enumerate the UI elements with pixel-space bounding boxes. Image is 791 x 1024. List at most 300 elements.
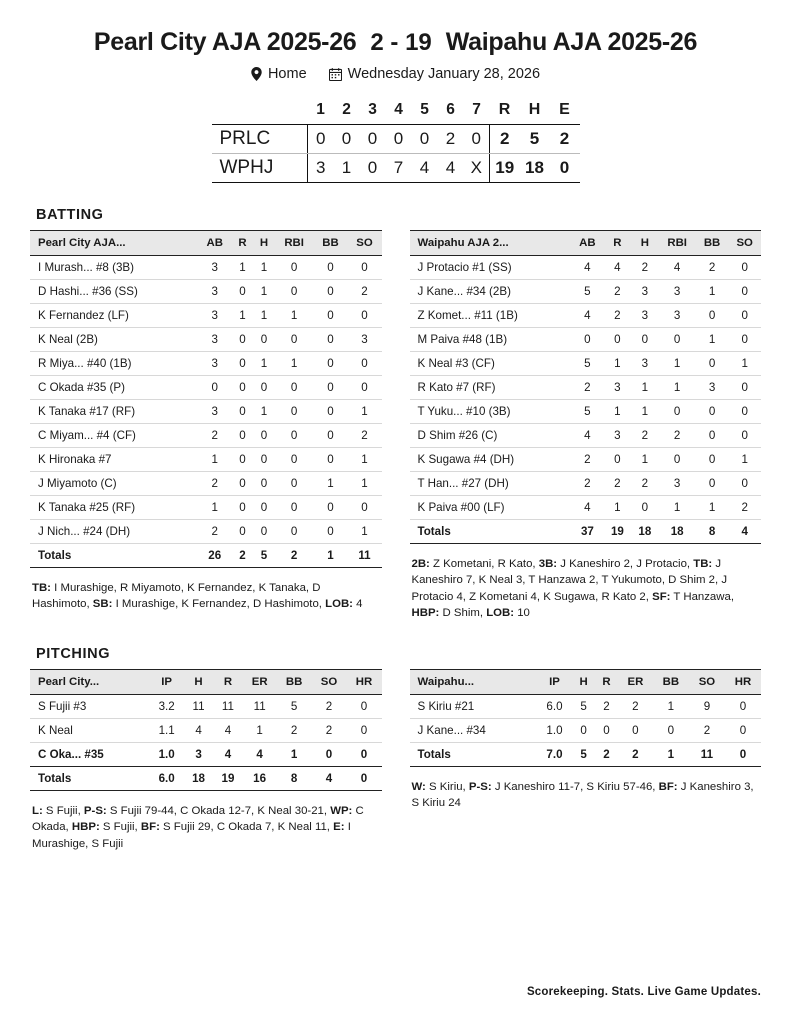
table-header-row <box>410 230 762 255</box>
stat-so: 2 <box>728 495 761 519</box>
stat-r: 0 <box>232 279 254 303</box>
stat-h: 0 <box>253 447 275 471</box>
stat-bb: 0 <box>696 447 729 471</box>
stat-ab: 5 <box>571 399 604 423</box>
stat-er: 2 <box>618 694 653 718</box>
pitching-home-table <box>410 669 762 767</box>
home-team-name: Waipahu AJA 2025-26 <box>445 28 698 56</box>
col-header-rbi: RBI <box>659 230 696 255</box>
stat-h: 0 <box>572 718 595 742</box>
stat-ab: 0 <box>571 327 604 351</box>
linescore-header-r: R <box>498 100 511 118</box>
totals-label: Totals <box>410 519 572 543</box>
stat-h: 1 <box>253 351 275 375</box>
stat-r: 0 <box>232 399 254 423</box>
player-name: K Fernandez (LF) <box>30 303 198 327</box>
stat-so: 0 <box>728 375 761 399</box>
pitcher-name: S Kiriu #21 <box>410 694 537 718</box>
stat-ab: 4 <box>571 495 604 519</box>
batting-away-column <box>30 230 382 622</box>
stat-so: 1 <box>728 351 761 375</box>
linescore-e-cell: 2 <box>550 124 580 153</box>
stat-r: 4 <box>213 718 242 742</box>
stat-h: 0 <box>631 495 658 519</box>
table-header-row <box>30 230 382 255</box>
linescore-table <box>212 96 580 183</box>
pitching-away-team-header: Pearl City... <box>30 669 149 694</box>
stat-ab: 1 <box>198 495 232 519</box>
stat-so: 0 <box>728 471 761 495</box>
col-header-bb: BB <box>653 669 689 694</box>
col-header-er: ER <box>243 669 277 694</box>
inning-header-3: 3 <box>368 100 377 118</box>
total-h: 5 <box>253 543 275 567</box>
stat-so: 0 <box>728 327 761 351</box>
stat-so: 1 <box>347 471 381 495</box>
stat-r: 0 <box>604 447 631 471</box>
stat-so: 0 <box>312 742 347 766</box>
pitching-home-team-header: Waipahu... <box>410 669 537 694</box>
stat-rbi: 4 <box>659 255 696 279</box>
total-hr: 0 <box>725 742 761 766</box>
stat-rbi: 0 <box>275 255 314 279</box>
totals-label: Totals <box>30 543 198 567</box>
stat-ip: 1.0 <box>149 742 183 766</box>
table-row <box>410 495 762 519</box>
linescore-inning-cell: 0 <box>308 124 334 153</box>
stat-h: 1 <box>253 303 275 327</box>
total-r: 2 <box>595 742 618 766</box>
col-header-bb: BB <box>696 230 729 255</box>
stat-ip: 1.0 <box>537 718 572 742</box>
inning-header-2: 2 <box>342 100 351 118</box>
total-bb: 1 <box>314 543 348 567</box>
stat-rbi: 1 <box>659 375 696 399</box>
stat-rbi: 0 <box>275 399 314 423</box>
pitching-home-column <box>410 669 762 853</box>
stat-bb: 0 <box>696 351 729 375</box>
stat-so: 3 <box>347 327 381 351</box>
player-name: D Shim #26 (C) <box>410 423 572 447</box>
total-so: 4 <box>728 519 761 543</box>
table-row <box>30 495 382 519</box>
stat-ab: 2 <box>198 519 232 543</box>
linescore-team-abbr: WPHJ <box>212 153 308 182</box>
total-ip: 6.0 <box>149 766 183 790</box>
stat-h: 0 <box>253 495 275 519</box>
total-bb: 1 <box>653 742 689 766</box>
col-header-h: H <box>184 669 213 694</box>
table-row <box>410 423 762 447</box>
totals-row <box>30 543 382 567</box>
stat-h: 1 <box>631 375 658 399</box>
linescore-inning-cell: 4 <box>412 153 438 182</box>
table-row <box>410 279 762 303</box>
stat-rbi: 3 <box>659 279 696 303</box>
stat-bb: 1 <box>314 471 348 495</box>
inning-header-4: 4 <box>394 100 403 118</box>
stat-r: 2 <box>604 303 631 327</box>
table-row <box>30 423 382 447</box>
stat-h: 2 <box>631 471 658 495</box>
stat-ab: 2 <box>571 375 604 399</box>
table-row <box>30 255 382 279</box>
stat-h: 1 <box>253 255 275 279</box>
location-label: Home <box>267 66 307 82</box>
stat-ab: 5 <box>571 351 604 375</box>
stat-so: 0 <box>347 351 381 375</box>
stat-so: 0 <box>347 375 381 399</box>
stat-bb: 0 <box>696 303 729 327</box>
stat-r: 0 <box>232 375 254 399</box>
col-header-hr: HR <box>725 669 761 694</box>
stat-er: 1 <box>243 718 277 742</box>
stat-r: 1 <box>232 255 254 279</box>
stat-bb: 0 <box>653 718 689 742</box>
stat-ab: 4 <box>571 423 604 447</box>
footer-tagline: Scorekeeping. Stats. Live Game Updates. <box>526 986 761 998</box>
stat-h: 2 <box>631 255 658 279</box>
game-meta <box>30 66 761 82</box>
stat-ip: 3.2 <box>149 694 183 718</box>
linescore-team-abbr: PRLC <box>212 124 308 153</box>
col-header-ip: IP <box>149 669 183 694</box>
stat-h: 0 <box>253 375 275 399</box>
stat-r: 1 <box>604 495 631 519</box>
total-ab: 26 <box>198 543 232 567</box>
total-ab: 37 <box>571 519 604 543</box>
col-header-r: R <box>213 669 242 694</box>
player-name: J Protacio #1 (SS) <box>410 255 572 279</box>
total-r: 2 <box>232 543 254 567</box>
stat-ab: 2 <box>198 471 232 495</box>
stat-hr: 0 <box>725 718 761 742</box>
linescore-header-h: H <box>528 100 541 118</box>
stat-so: 0 <box>728 279 761 303</box>
stat-bb: 0 <box>314 399 348 423</box>
stat-r: 0 <box>232 519 254 543</box>
pitcher-name: K Neal <box>30 718 149 742</box>
stat-h: 1 <box>253 399 275 423</box>
linescore-team-header <box>212 96 308 124</box>
stat-bb: 0 <box>314 279 348 303</box>
stat-so: 0 <box>728 303 761 327</box>
batting-home-body <box>410 255 762 543</box>
stat-r: 2 <box>595 694 618 718</box>
stat-r: 1 <box>604 351 631 375</box>
pitcher-name: C Oka... #35 <box>30 742 149 766</box>
stat-bb: 3 <box>696 375 729 399</box>
linescore-inning-cell: 2 <box>438 124 464 153</box>
inning-header-5: 5 <box>420 100 429 118</box>
stat-h: 5 <box>572 694 595 718</box>
col-header-ab: AB <box>571 230 604 255</box>
col-header-so: SO <box>312 669 347 694</box>
linescore-row <box>212 124 580 153</box>
total-r: 19 <box>213 766 242 790</box>
linescore-container <box>30 96 761 183</box>
stat-bb: 0 <box>696 423 729 447</box>
pitching-home-body <box>410 694 762 766</box>
col-header-so: SO <box>347 230 381 255</box>
batting-columns <box>30 230 761 622</box>
total-rbi: 18 <box>659 519 696 543</box>
stat-so: 2 <box>312 718 347 742</box>
linescore-body <box>212 124 580 182</box>
linescore-header-row <box>212 96 580 124</box>
stat-h: 0 <box>253 471 275 495</box>
player-name: J Nich... #24 (DH) <box>30 519 198 543</box>
calendar-icon <box>329 68 342 81</box>
stat-ab: 2 <box>571 447 604 471</box>
batting-home-notes: 2B: Z Kometani, R Kato, 3B: J Kaneshiro 2, J Protacio, TB: J Kaneshiro 7, K Neal 3, T Hanzawa 2, T Yukumoto, D Shim 2, J Protacio 4, Z Kometani 4, K Sugawa, R Kato 2, SF: T Hanzawa, HBP: D Shim, LOB: 10 <box>411 557 734 620</box>
stat-rbi: 0 <box>275 375 314 399</box>
player-name: D Hashi... #36 (SS) <box>30 279 198 303</box>
col-header-er: ER <box>618 669 653 694</box>
table-row <box>410 447 762 471</box>
table-row <box>410 303 762 327</box>
table-header-row <box>410 669 762 694</box>
stat-rbi: 0 <box>275 423 314 447</box>
table-row <box>30 327 382 351</box>
stat-ip: 1.1 <box>149 718 183 742</box>
date-label: Wednesday January 28, 2026 <box>347 66 541 82</box>
stat-so: 0 <box>347 255 381 279</box>
stat-rbi: 0 <box>275 447 314 471</box>
stat-ab: 3 <box>198 327 232 351</box>
stat-bb: 2 <box>277 718 312 742</box>
stat-bb: 0 <box>314 519 348 543</box>
inning-header-1: 1 <box>316 100 325 118</box>
pitcher-name: S Fujii #3 <box>30 694 149 718</box>
linescore-inning-cell: 0 <box>360 153 386 182</box>
stat-rbi: 0 <box>275 519 314 543</box>
linescore-r-cell: 2 <box>490 124 520 153</box>
game-title <box>30 28 761 57</box>
batting-away-notes: TB: I Murashige, R Miyamoto, K Fernandez, K Tanaka, D Hashimoto, SB: I Murashige, K Fernandez, D Hashimoto, LOB: 4 <box>32 581 363 611</box>
player-name: K Neal (2B) <box>30 327 198 351</box>
stat-ab: 4 <box>571 303 604 327</box>
linescore-inning-cell: 0 <box>464 124 490 153</box>
stat-r: 3 <box>604 375 631 399</box>
stat-bb: 1 <box>696 279 729 303</box>
player-name: K Tanaka #17 (RF) <box>30 399 198 423</box>
linescore-inning-cell: 0 <box>386 124 412 153</box>
stat-bb: 0 <box>314 351 348 375</box>
total-rbi: 2 <box>275 543 314 567</box>
pitcher-name: J Kane... #34 <box>410 718 537 742</box>
stat-rbi: 1 <box>659 351 696 375</box>
table-row <box>30 471 382 495</box>
stat-r: 0 <box>595 718 618 742</box>
stat-bb: 2 <box>696 255 729 279</box>
player-name: C Okada #35 (P) <box>30 375 198 399</box>
col-header-h: H <box>253 230 275 255</box>
table-header-row <box>30 669 382 694</box>
stat-bb: 0 <box>696 399 729 423</box>
stat-ab: 3 <box>198 399 232 423</box>
col-header-ip: IP <box>537 669 572 694</box>
stat-bb: 0 <box>314 303 348 327</box>
stat-bb: 0 <box>696 471 729 495</box>
linescore-inning-cell: 7 <box>386 153 412 182</box>
stat-so: 2 <box>347 423 381 447</box>
player-name: K Neal #3 (CF) <box>410 351 572 375</box>
col-header-h: H <box>631 230 658 255</box>
player-name: J Miyamoto (C) <box>30 471 198 495</box>
stat-h: 3 <box>631 351 658 375</box>
away-team-name: Pearl City AJA 2025-26 <box>93 28 357 56</box>
stat-rbi: 0 <box>275 471 314 495</box>
player-name: Z Komet... #11 (1B) <box>410 303 572 327</box>
stat-hr: 0 <box>347 718 382 742</box>
total-so: 11 <box>689 742 725 766</box>
stat-rbi: 3 <box>659 471 696 495</box>
totals-label: Totals <box>30 766 149 790</box>
stat-er: 11 <box>243 694 277 718</box>
table-row <box>410 471 762 495</box>
stat-h: 0 <box>253 423 275 447</box>
stat-ip: 6.0 <box>537 694 572 718</box>
stat-r: 2 <box>604 279 631 303</box>
stat-bb: 0 <box>314 255 348 279</box>
linescore-inning-cell: 0 <box>334 124 360 153</box>
total-h: 18 <box>184 766 213 790</box>
table-row <box>30 375 382 399</box>
batting-away-body <box>30 255 382 567</box>
totals-row <box>410 742 762 766</box>
stat-bb: 1 <box>653 694 689 718</box>
table-row <box>30 303 382 327</box>
linescore-r-cell: 19 <box>490 153 520 182</box>
stat-h: 3 <box>184 742 213 766</box>
col-header-bb: BB <box>277 669 312 694</box>
table-row <box>30 694 382 718</box>
col-header-h: H <box>572 669 595 694</box>
table-row <box>30 718 382 742</box>
total-ip: 7.0 <box>537 742 572 766</box>
player-name: K Paiva #00 (LF) <box>410 495 572 519</box>
linescore-inning-cell: 1 <box>334 153 360 182</box>
stat-h: 2 <box>631 423 658 447</box>
total-so: 11 <box>347 543 381 567</box>
stat-rbi: 1 <box>659 495 696 519</box>
stat-r: 0 <box>232 351 254 375</box>
stat-bb: 0 <box>314 495 348 519</box>
linescore-inning-cell: X <box>464 153 490 182</box>
total-so: 4 <box>312 766 347 790</box>
stat-rbi: 1 <box>275 351 314 375</box>
col-header-r: R <box>232 230 254 255</box>
stat-r: 4 <box>604 255 631 279</box>
stat-r: 4 <box>213 742 242 766</box>
location-pin-icon <box>251 67 262 81</box>
col-header-r: R <box>604 230 631 255</box>
totals-row <box>30 766 382 790</box>
stat-h: 3 <box>631 303 658 327</box>
table-row <box>30 351 382 375</box>
stat-h: 0 <box>631 327 658 351</box>
stat-bb: 0 <box>314 423 348 447</box>
inning-header-6: 6 <box>446 100 455 118</box>
stat-so: 2 <box>689 718 725 742</box>
stat-h: 0 <box>253 327 275 351</box>
stat-r: 0 <box>232 423 254 447</box>
stat-ab: 1 <box>198 447 232 471</box>
linescore-inning-cell: 0 <box>412 124 438 153</box>
linescore-inning-cell: 0 <box>360 124 386 153</box>
stat-r: 0 <box>232 495 254 519</box>
stat-ab: 0 <box>198 375 232 399</box>
linescore-inning-cell: 4 <box>438 153 464 182</box>
table-row <box>30 519 382 543</box>
totals-label: Totals <box>410 742 537 766</box>
player-name: K Sugawa #4 (DH) <box>410 447 572 471</box>
stat-bb: 1 <box>277 742 312 766</box>
player-name: K Hironaka #7 <box>30 447 198 471</box>
linescore-e-cell: 0 <box>550 153 580 182</box>
stat-ab: 5 <box>571 279 604 303</box>
player-name: J Kane... #34 (2B) <box>410 279 572 303</box>
stat-h: 1 <box>631 447 658 471</box>
batting-away-table <box>30 230 382 568</box>
total-er: 2 <box>618 742 653 766</box>
stat-er: 4 <box>243 742 277 766</box>
stat-h: 0 <box>253 519 275 543</box>
stat-er: 0 <box>618 718 653 742</box>
player-name: T Yuku... #10 (3B) <box>410 399 572 423</box>
player-name: I Murash... #8 (3B) <box>30 255 198 279</box>
total-hr: 0 <box>347 766 382 790</box>
player-name: K Tanaka #25 (RF) <box>30 495 198 519</box>
stat-r: 2 <box>604 471 631 495</box>
table-row <box>410 327 762 351</box>
stat-ab: 3 <box>198 279 232 303</box>
stat-r: 1 <box>604 399 631 423</box>
stat-h: 1 <box>253 279 275 303</box>
stat-so: 1 <box>728 447 761 471</box>
stat-so: 1 <box>347 399 381 423</box>
table-row <box>30 279 382 303</box>
player-name: R Kato #7 (RF) <box>410 375 572 399</box>
stat-hr: 0 <box>725 694 761 718</box>
stat-h: 3 <box>631 279 658 303</box>
stat-ab: 2 <box>198 423 232 447</box>
stat-rbi: 0 <box>275 495 314 519</box>
stat-so: 9 <box>689 694 725 718</box>
linescore-h-cell: 18 <box>520 153 550 182</box>
batting-home-table <box>410 230 762 544</box>
linescore-row <box>212 153 580 182</box>
stat-so: 1 <box>347 447 381 471</box>
linescore-inning-cell: 3 <box>308 153 334 182</box>
total-h: 5 <box>572 742 595 766</box>
pitching-away-table <box>30 669 382 791</box>
table-row <box>410 694 762 718</box>
stat-r: 0 <box>232 447 254 471</box>
table-row <box>410 399 762 423</box>
col-header-hr: HR <box>347 669 382 694</box>
stat-so: 0 <box>347 303 381 327</box>
col-header-r: R <box>595 669 618 694</box>
table-row <box>410 375 762 399</box>
col-header-rbi: RBI <box>275 230 314 255</box>
stat-so: 2 <box>347 279 381 303</box>
stat-rbi: 0 <box>275 327 314 351</box>
total-bb: 8 <box>277 766 312 790</box>
stat-bb: 1 <box>696 327 729 351</box>
pitching-away-body <box>30 694 382 790</box>
